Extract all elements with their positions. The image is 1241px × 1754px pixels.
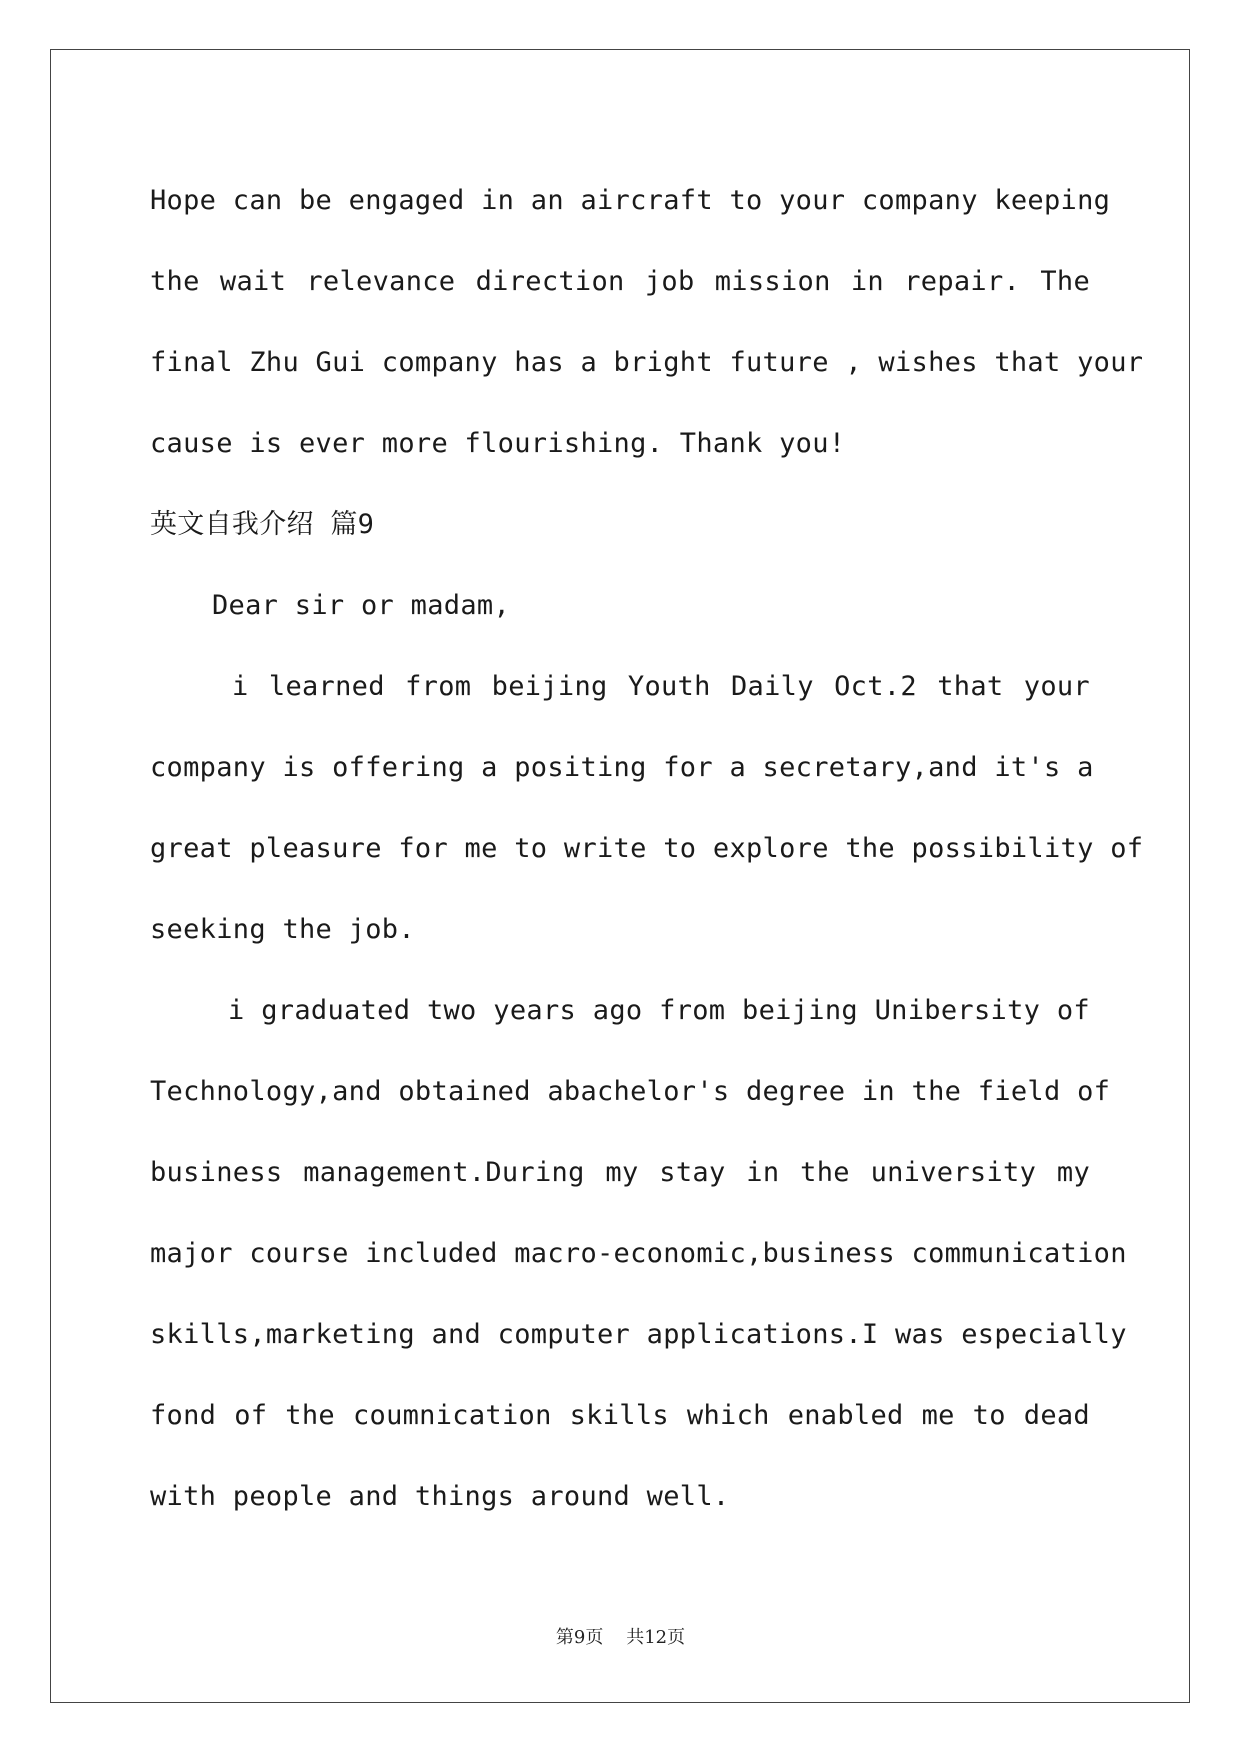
text-line: the wait relevance direction job mission in repair. The bbox=[150, 266, 1090, 297]
text-line: cause is ever more flourishing. Thank you! bbox=[150, 428, 846, 459]
section-heading: 英文自我介绍 篇9 bbox=[150, 509, 375, 540]
text-line: major course included macro-economic,business communication bbox=[150, 1238, 1127, 1269]
text-line: business management.During my stay in the university my bbox=[150, 1157, 1090, 1188]
text-line: Hope can be engaged in an aircraft to your company keeping bbox=[150, 185, 1111, 216]
text-line: final Zhu Gui company has a bright future , wishes that your bbox=[150, 347, 1144, 378]
text-line: Dear sir or madam, bbox=[212, 590, 510, 621]
document-body bbox=[150, 160, 1144, 1537]
text-line: seeking the job. bbox=[150, 914, 415, 945]
text-line: company is offering a positing for a secretary,and it's a bbox=[150, 752, 1094, 783]
page-number-footer: 第9页 共12页 bbox=[555, 1627, 686, 1648]
text-line: great pleasure for me to write to explore the possibility of bbox=[150, 833, 1144, 864]
text-line: fond of the coumnication skills which enabled me to dead bbox=[150, 1400, 1090, 1431]
text-line: skills,marketing and computer applications.I was especially bbox=[150, 1319, 1127, 1350]
text-line: i learned from beijing Youth Daily Oct.2 that your bbox=[232, 671, 1090, 702]
text-line: Technology,and obtained abachelor's degree in the field of bbox=[150, 1076, 1111, 1107]
text-line: i graduated two years ago from beijing Unibersity of bbox=[228, 995, 1090, 1026]
text-line: with people and things around well. bbox=[150, 1481, 730, 1512]
